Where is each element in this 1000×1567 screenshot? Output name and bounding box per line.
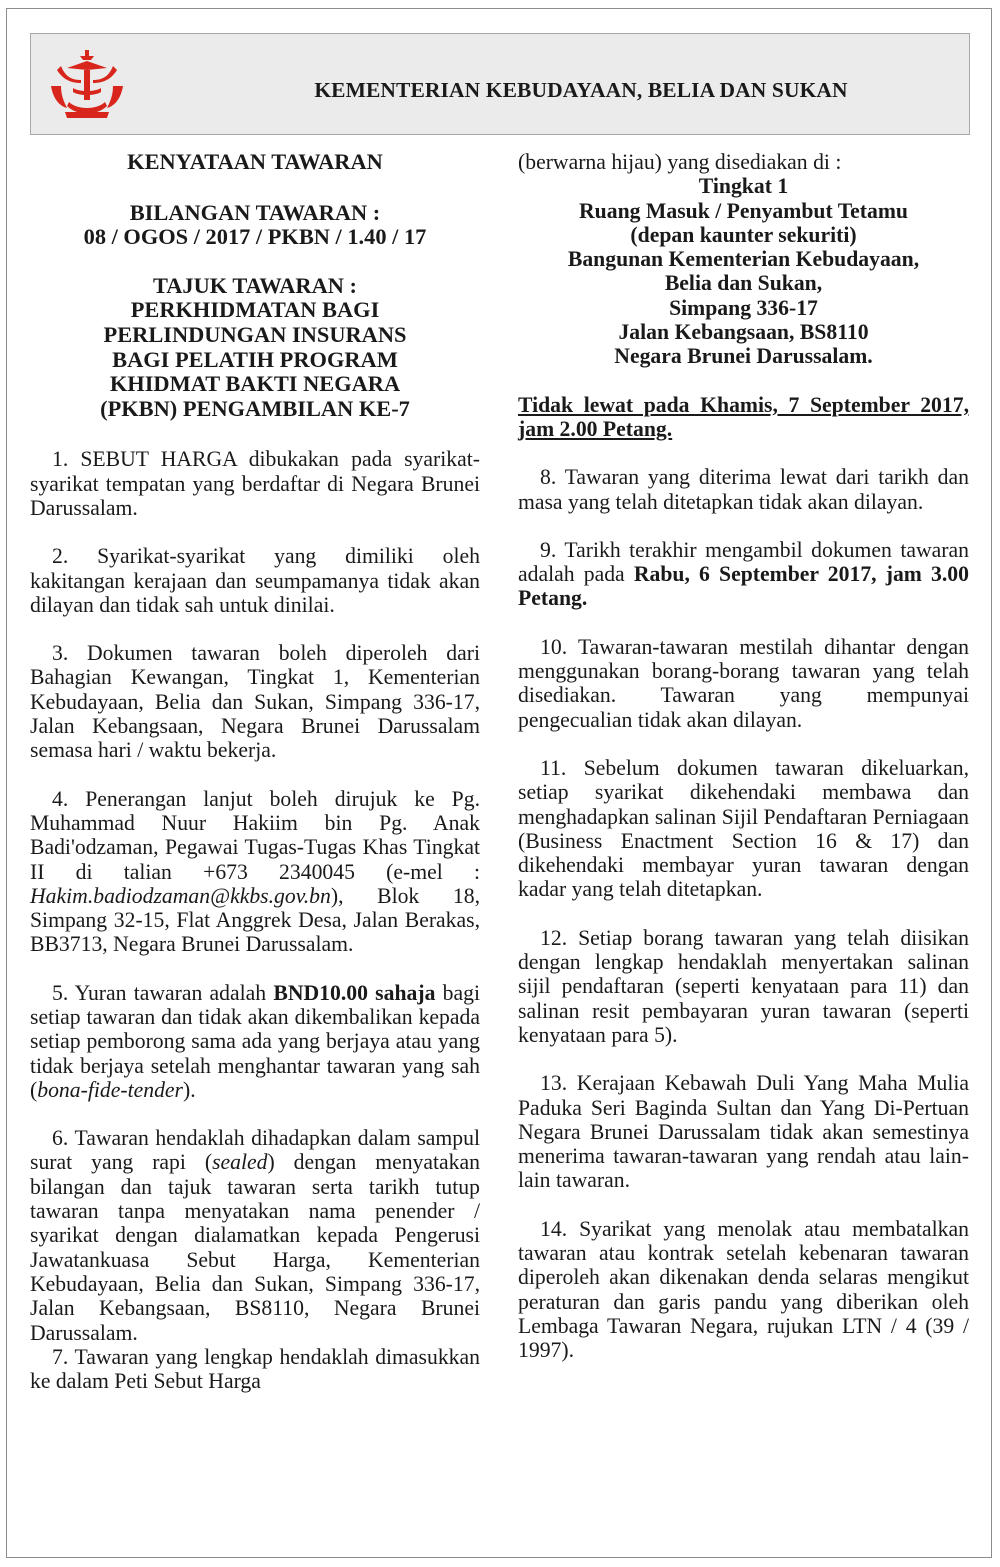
tender-number-label: BILANGAN TAWARAN : [129,199,381,225]
tender-title-line: (PKBN) PENGAMBILAN KE-7 [100,395,410,421]
address-line: Simpang 336-17 [669,295,818,320]
submission-address [518,174,969,368]
paragraph-2: 2. Syarikat-syarikat yang dimiliki oleh kakitangan kerajaan dan seumpamanya tidak akan dilayan dan tidak sah untuk dinilai. [30,544,480,617]
paragraph-4 [30,787,480,957]
tender-title-line: PERKHIDMATAN BAGI [130,297,380,323]
paragraph-1: 1. SEBUT HARGA dibukakan pada syarikat-syarikat tempatan yang berdaftar di Negara Brunei Darussalam. [30,447,480,520]
paragraph-3: 3. Dokumen tawaran boleh diperoleh dari Bahagian Kewangan, Tingkat 1, Kementerian Kebudayaan, Belia dan Sukan, Simpang 336-17, Jalan Kebangsaan, Negara Brunei Darussalam semasa hari / waktu bekerja. [30,641,480,763]
paragraph-12: 12. Setiap borang tawaran yang telah diisikan dengan lengkap hendaklah menyertakan salinan sijil pendaftaran (seperti kenyataan para 11) dan salinan resit pembayaran yuran tawaran (seperti kenyataan para 5). [518,925,969,1047]
closing-deadline: Tidak lewat pada Khamis, 7 September 2017, jam 2.00 Petang. [518,392,969,441]
paragraph-6 [30,1126,480,1345]
paragraph-4-address: ), Blok 18, Simpang 32-15, Flat Anggrek Desa, Jalan Berakas, BB3713, Negara Brunei Darussalam. [30,883,480,957]
paragraph-5-end: ). [182,1077,196,1102]
address-line: Belia dan Sukan, [664,271,823,296]
paragraph-5-text-cont: bagi setiap tawaran dan tidak akan dikembalikan kepada setiap pemborong sama ada yang berjaya atau yang tidak berjaya setelah menghantar tawaran yang sah ( [30,980,480,1102]
tender-number-value: 08 / OGOS / 2017 / PKBN / 1.40 / 17 [83,224,427,250]
address-line: Negara Brunei Darussalam. [614,344,873,369]
tender-title-line: PERLINDUNGAN INSURANS [103,321,407,347]
paragraph-7-continued: (berwarna hijau) yang disediakan di : [518,150,842,174]
paragraph-4-text: 4. Penerangan lanjut boleh dirujuk ke Pg. Muhammad Nuur Hakiim bin Pg. Anak Badi'odzaman, Pegawai Tugas-Tugas Khas Tingkat II di talian +673 2340045 (e-mel : [30,786,480,884]
address-line: (depan kaunter sekuriti) [630,222,857,247]
paragraph-14: 14. Syarikat yang menolak atau membatalkan tawaran atau kontrak setelah kebenaran tawaran diperoleh akan dikenakan denda selaras mengikut peraturan dan garis pandu yang diberikan oleh Lembaga Tawaran Negara, rujukan LTN / 4 (39 / 1997). [518,1216,969,1363]
tender-title-line: BAGI PELATIH PROGRAM [112,346,398,372]
ministry-title: KEMENTERIAN KEBUDAYAAN, BELIA DAN SUKAN [314,78,848,102]
address-line: Jalan Kebangsaan, BS8110 [618,320,869,345]
address-line: Tingkat 1 [698,174,789,199]
address-line: Bangunan Kementerian Kebudayaan, [567,247,920,272]
paragraph-10: 10. Tawaran-tawaran mestilah dihantar dengan menggunakan borang-borang tawaran yang telah disediakan. Tawaran yang mempunyai pengecualian tidak akan dilayan. [518,634,969,732]
ministry-header [30,33,970,135]
notice-heading: KENYATAAN TAWARAN [127,149,383,174]
paragraph-9 [518,538,969,611]
tender-title-line: KHIDMAT BAKTI NEGARA [109,371,401,397]
paragraph-6-text-cont: ) dengan menyatakan bilangan dan tajuk tawaran serta tarikh tutup tawaran tanpa menyatakan nama penender / syarikat dengan dialamatkan kepada Pengerusi Jawatankuasa Sebut Harga, Kementerian Kebudayaan, Belia dan Sukan, Simpang 336-17, Jalan Kebangsaan, BS8110, Negara Brunei Darussalam. [30,1150,480,1345]
paragraph-6-text: 6. Tawaran hendaklah dihadapkan dalam sampul surat yang rapi ( [30,1126,480,1175]
paragraph-9-text: 9. Tarikh terakhir mengambil dokumen tawaran adalah pada [518,537,969,587]
contact-email: Hakim.badiodzaman@kkbs.gov.bn [30,883,331,908]
paragraph-8: 8. Tawaran yang diterima lewat dari tarikh dan masa yang telah ditetapkan tidak akan dilayan. [518,465,969,514]
brunei-crest-icon [47,46,127,126]
paragraph-7: 7. Tawaran yang lengkap hendaklah dimasukkan ke dalam Peti Sebut Harga [30,1344,480,1394]
paragraph-5 [30,981,480,1102]
tender-title-label: TAJUK TAWARAN : [152,272,358,298]
right-column [518,150,969,1362]
left-column [30,150,480,1393]
bona-fide-term: bona-fide-tender [37,1077,183,1102]
paragraph-11: 11. Sebelum dokumen tawaran dikeluarkan, setiap syarikat dikehendaki membawa dan menghadapkan salinan Sijil Pendaftaran Perniagaan (Business Enactment Section 16 & 17) dan dikehendaki membayar yuran tawaran dengan kadar yang telah ditetapkan. [518,755,969,902]
address-line: Ruang Masuk / Penyambut Tetamu [579,198,908,223]
tender-fee: BND10.00 sahaja [273,980,436,1005]
sealed-term: sealed [212,1150,268,1175]
paragraph-13: 13. Kerajaan Kebawah Duli Yang Maha Mulia Paduka Seri Baginda Sultan dan Yang Di-Pertuan Negara Brunei Darussalam tidak akan semestinya menerima tawaran-tawaran yang rendah atau lain-lain tawaran. [518,1071,969,1193]
paragraph-5-text: 5. Yuran tawaran adalah [52,980,274,1005]
document-collection-deadline: Rabu, 6 September 2017, jam 3.00 Petang. [518,562,969,611]
